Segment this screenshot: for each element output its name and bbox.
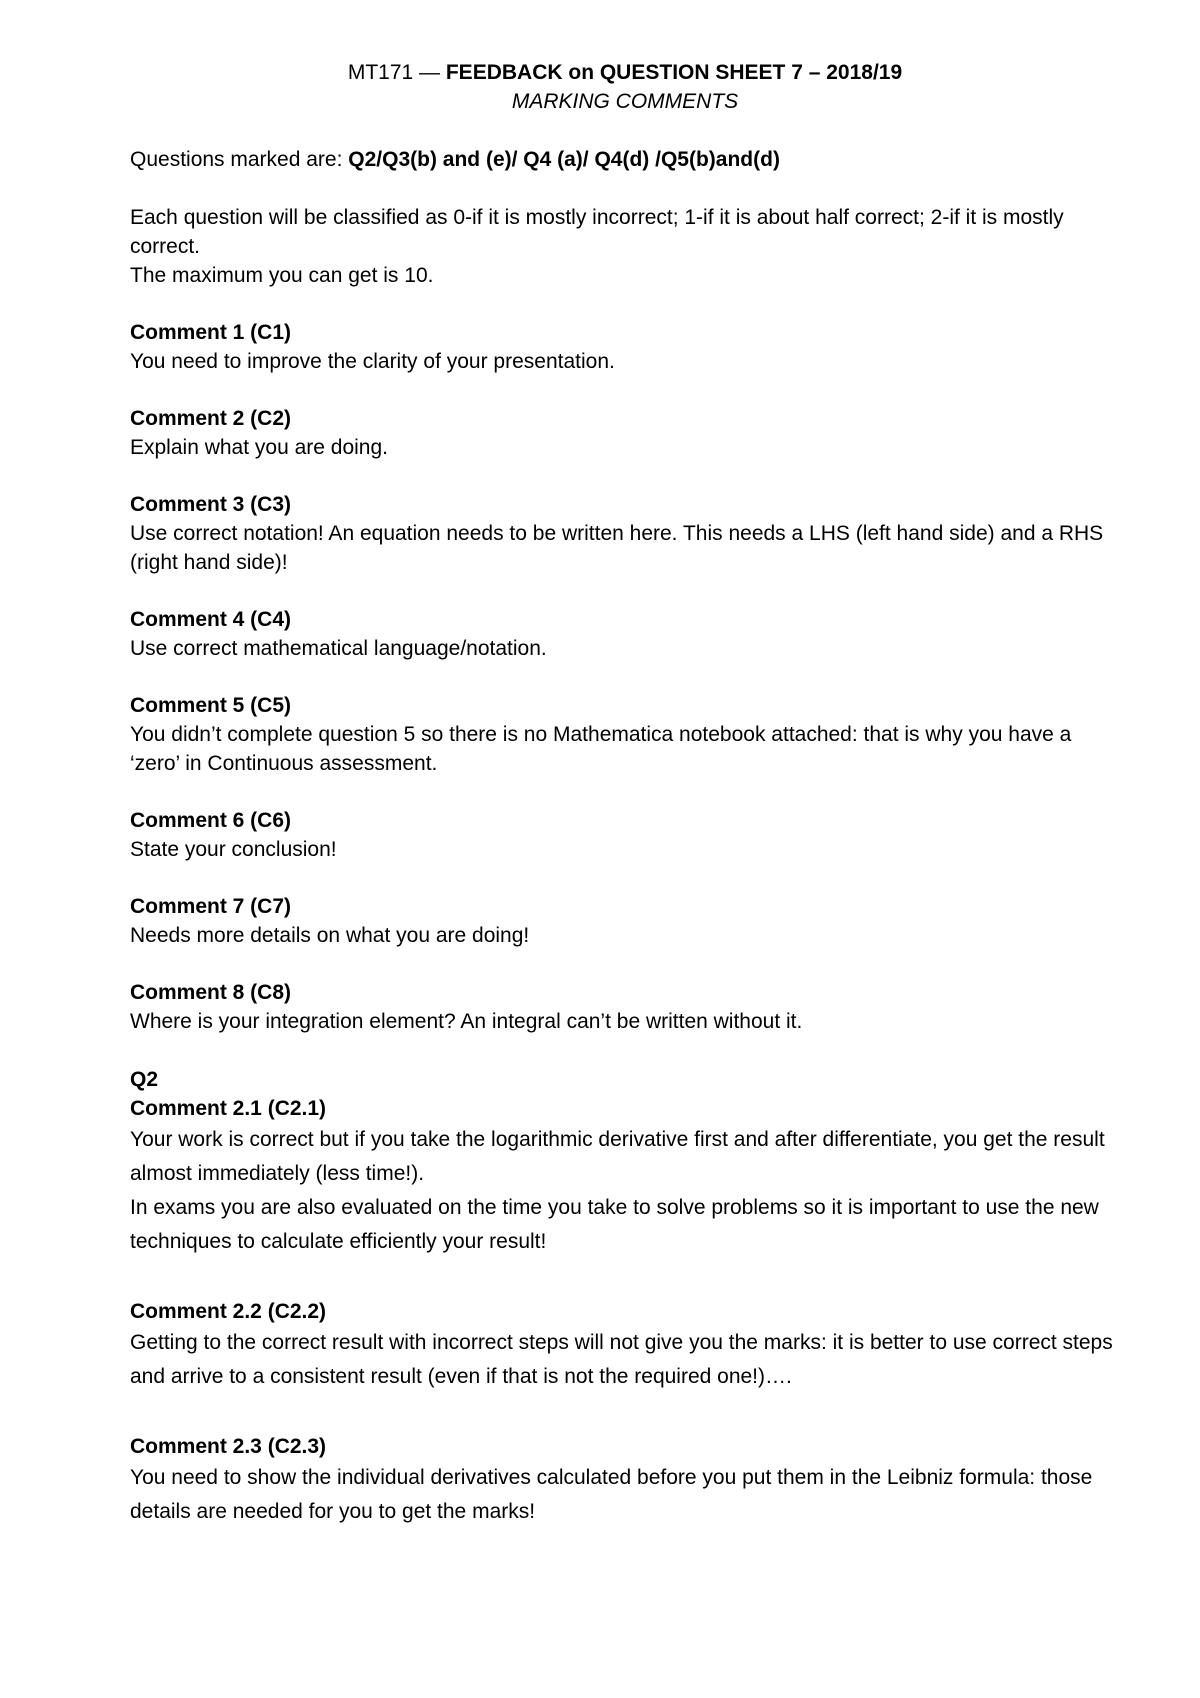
comment-text: Your work is correct but if you take the logarithmic derivative first and after differentiate, you get the result almost immediately (less time!). [130,1128,1105,1185]
comment-heading: Comment 8 (C8) [130,981,292,1004]
comment-text: In exams you are also evaluated on the time you take to solve problems so it is important to use the new techniques to calculate efficiently your result! [130,1196,1099,1253]
comment-text: Use correct notation! An equation needs to be written here. This needs a LHS (left hand side) and a RHS (right hand side)! [130,522,1104,574]
questions-label: Questions marked are: [130,148,349,171]
comment-heading: Comment 3 (C3) [130,493,292,516]
maximum-text: The maximum you can get is 10. [130,264,434,287]
comment-text: Needs more details on what you are doing! [130,924,530,947]
comment-6 [130,806,1120,864]
comment-text: Explain what you are doing. [130,436,388,459]
comment-4 [130,605,1120,663]
comment-heading: Comment 2.1 (C2.1) [130,1097,327,1120]
title-prefix: MT171 — [347,61,446,84]
comment-heading: Comment 2 (C2) [130,407,292,430]
comment-2-1 [130,1094,1120,1259]
questions-marked [130,145,1120,174]
comment-text: Getting to the correct result with incorrect steps will not give you the marks: it is better to use correct steps and arrive to a consistent result (even if that is not the required one!)…. [130,1331,1113,1388]
document-subtitle: MARKING COMMENTS [511,90,739,113]
comment-5 [130,691,1120,778]
document-header [130,58,1120,116]
comment-text: Where is your integration element? An integral can’t be written without it. [130,1010,803,1033]
comment-text: You need to show the individual derivatives calculated before you put them in the Leibniz formula: those details are needed for you to get the marks! [130,1466,1093,1523]
q2-section [130,1065,1120,1529]
comment-2 [130,404,1120,462]
comment-heading: Comment 1 (C1) [130,321,292,344]
comment-2-3 [130,1432,1120,1529]
comment-7 [130,892,1120,950]
comment-heading: Comment 6 (C6) [130,809,292,832]
comment-text: State your conclusion! [130,838,337,861]
questions-value: Q2/Q3(b) and (e)/ Q4 (a)/ Q4(d) /Q5(b)and(d) [348,148,780,171]
document-content [130,58,1120,1529]
classification-text: Each question will be classified as 0-if it is mostly incorrect; 1-if it is about half correct; 2-if it is mostly correct. [130,206,1064,258]
comment-text: You didn’t complete question 5 so there is no Mathematica notebook attached: that is why you have a ‘zero’ in Continuous assessment. [130,723,1072,775]
q2-label: Q2 [130,1068,159,1091]
comment-heading: Comment 2.3 (C2.3) [130,1435,327,1458]
comment-3 [130,490,1120,577]
title-main: FEEDBACK on QUESTION SHEET 7 – 2018/19 [445,61,903,84]
comment-8 [130,978,1120,1036]
document-title [130,58,1120,88]
comment-1 [130,318,1120,376]
comment-heading: Comment 4 (C4) [130,608,292,631]
comment-text: You need to improve the clarity of your presentation. [130,350,615,373]
comment-text: Use correct mathematical language/notation. [130,637,547,660]
comment-heading: Comment 5 (C5) [130,694,292,717]
comment-heading: Comment 2.2 (C2.2) [130,1300,327,1323]
comment-2-2 [130,1297,1120,1394]
comment-heading: Comment 7 (C7) [130,895,292,918]
